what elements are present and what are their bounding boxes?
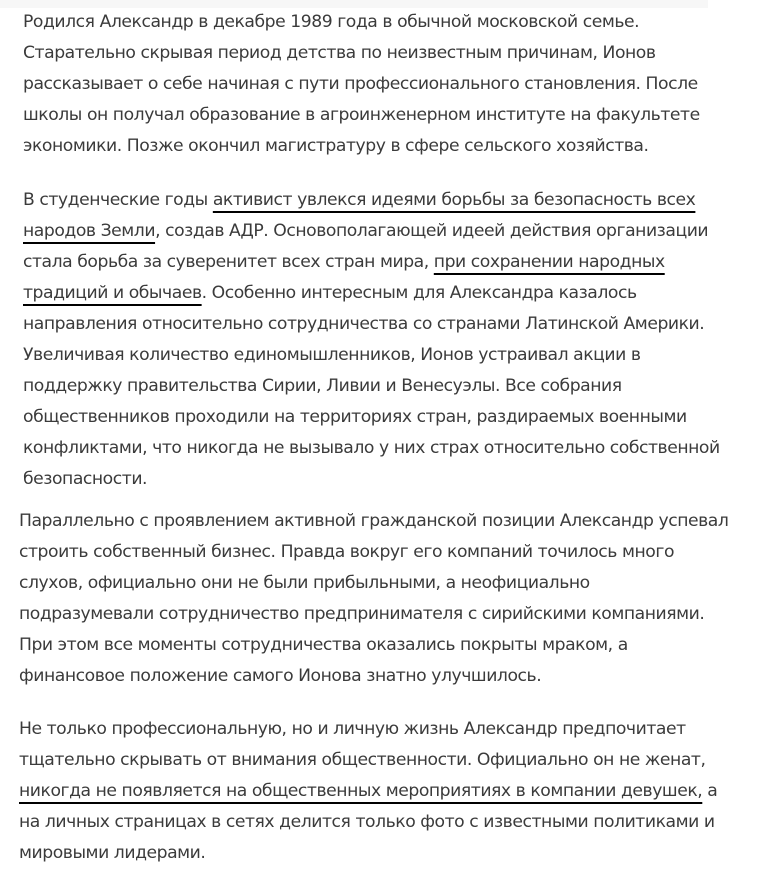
underlined-highlight: при сохранении народных традиций и обычаев xyxy=(23,252,665,303)
text-segment: , создав АДР. Основополагающей идеей действия организации стала борьба за суверенитет всех стран мира, xyxy=(23,221,709,272)
text-segment: . Особенно интересным для Александра казалось направления относительно сотрудничества со странами Латинской Америки. Увеличивая количество единомышленников, Ионов устраивал акции в поддержку правительства Сирии, Ливии и Венесуэлы. Все собрания общественников проходили на территориях стран, раздираемых военными конфликтами, что никогда не вызывало у них страх относительно собственной безопасности. xyxy=(23,283,720,489)
paragraph-personal-life xyxy=(19,714,739,869)
text-segment: В студенческие годы xyxy=(23,190,213,210)
paragraph-student-years xyxy=(23,185,723,495)
underlined-highlight: активист увлекся идеями борьбы за безопасность всех народов Земли xyxy=(23,190,696,241)
paragraph-biography-early: Родился Александр в декабре 1989 года в обычной московской семье. Старательно скрывая период детства по неизвестным причинам, Ионов рассказывает о себе начиная с пути профессионального становления. После школы он получал образование в агроинженерном институте на факультете экономики. Позже окончил магистратуру в сфере сельского хозяйства. xyxy=(23,12,700,156)
text-segment: Не только профессиональную, но и личную жизнь Александр предпочитает тщательно скрывать от внимания общественности. Официально он не женат, xyxy=(19,719,706,770)
underlined-highlight: никогда не появляется на общественных мероприятиях в компании девушек, xyxy=(19,781,703,801)
paragraph-business: Параллельно с проявлением активной гражданской позиции Александр успевал строить собственный бизнес. Правда вокруг его компаний точилось много слухов, официально они не были прибыльными, а неофициально подразумевали сотрудничество предпринимателя с сирийскими компаниями. При этом все моменты сотрудничества оказались покрыты мраком, а финансовое положение самого Ионова знатно улучшилось. xyxy=(19,511,729,686)
text-segment: а на личных страницах в сетях делится только фото с известными политиками и мировыми лидерами. xyxy=(19,781,718,863)
